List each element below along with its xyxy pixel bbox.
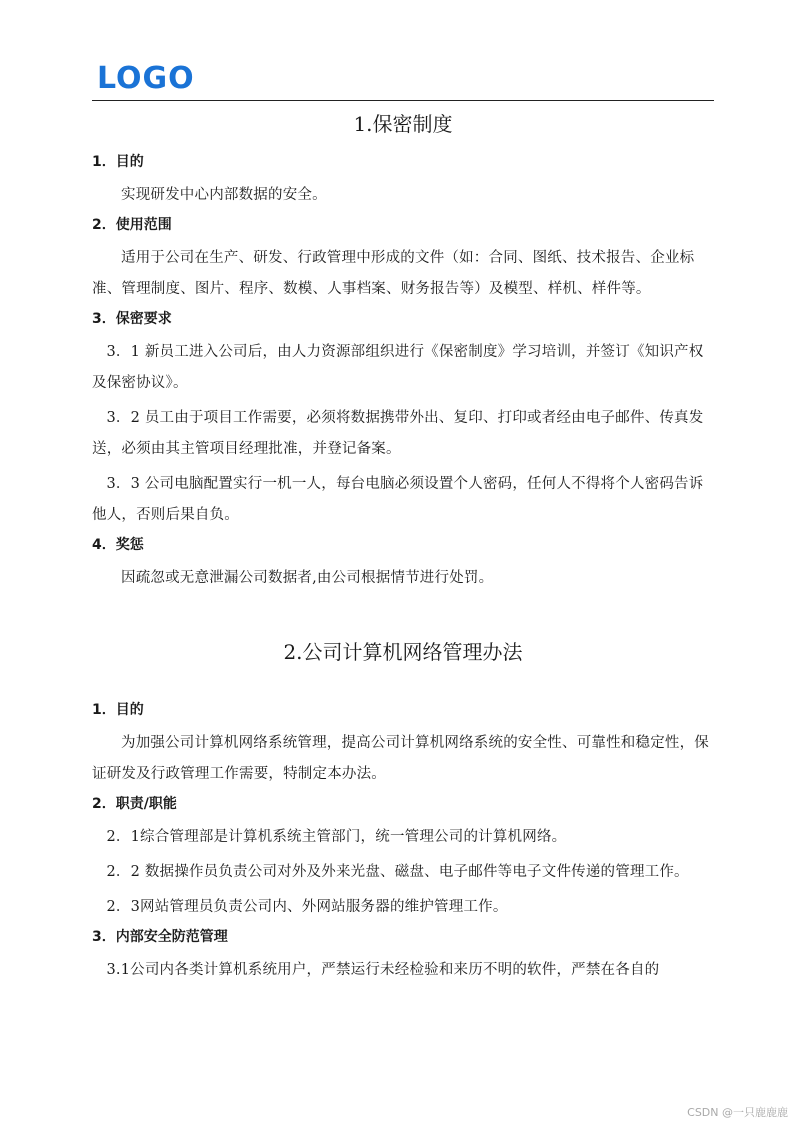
section-heading: 3．内部安全防范管理 [92, 929, 228, 945]
paragraph: 3．3 公司电脑配置实行一机一人，每台电脑必须设置个人密码，任何人不得将个人密码告诉他人，否则后果自负。 [92, 476, 704, 523]
company-logo: LOGO [97, 61, 195, 96]
paragraph: 为加强公司计算机网络系统管理，提高公司计算机网络系统的安全性、可靠性和稳定性，保证研发及行政管理工作需要，特制定本办法。 [92, 735, 709, 782]
document-body [92, 108, 714, 990]
section-heading: 2．使用范围 [92, 217, 172, 233]
section-title: 1.保密制度 [353, 112, 453, 136]
paragraph: 实现研发中心内部数据的安全。 [121, 187, 327, 203]
section-heading: 3．保密要求 [92, 311, 172, 327]
watermark: CSDN @一只鹿鹿鹿 [687, 1106, 788, 1119]
section-title: 2.公司计算机网络管理办法 [283, 640, 523, 664]
section-heading: 2．职责/职能 [92, 796, 177, 812]
paragraph: 2．1综合管理部是计算机系统主管部门，统一管理公司的计算机网络。 [106, 829, 567, 845]
paragraph: 3．1 新员工进入公司后，由人力资源部组织进行《保密制度》学习培训，并签订《知识产权及保密协议》。 [92, 344, 704, 391]
paragraph: 适用于公司在生产、研发、行政管理中形成的文件（如：合同、图纸、技术报告、企业标准、管理制度、图片、程序、数模、人事档案、财务报告等）及模型、样机、样件等。 [92, 250, 695, 297]
section-heading: 1．目的 [92, 702, 144, 718]
section-heading: 4．奖惩 [92, 537, 144, 553]
paragraph: 2．3网站管理员负责公司内、外网站服务器的维护管理工作。 [106, 899, 508, 915]
paragraph: 3．2 员工由于项目工作需要，必须将数据携带外出、复印、打印或者经由电子邮件、传真发送，必须由其主管项目经理批准，并登记备案。 [92, 410, 704, 457]
paragraph: 因疏忽或无意泄漏公司数据者,由公司根据情节进行处罚。 [121, 570, 494, 586]
paragraph: 3.1公司内各类计算机系统用户，严禁运行未经检验和来历不明的软件，严禁在各自的 [106, 962, 660, 978]
header-divider [92, 100, 714, 101]
paragraph: 2．2 数据操作员负责公司对外及外来光盘、磁盘、电子邮件等电子文件传递的管理工作。 [106, 864, 689, 880]
section-heading: 1．目的 [92, 154, 144, 170]
